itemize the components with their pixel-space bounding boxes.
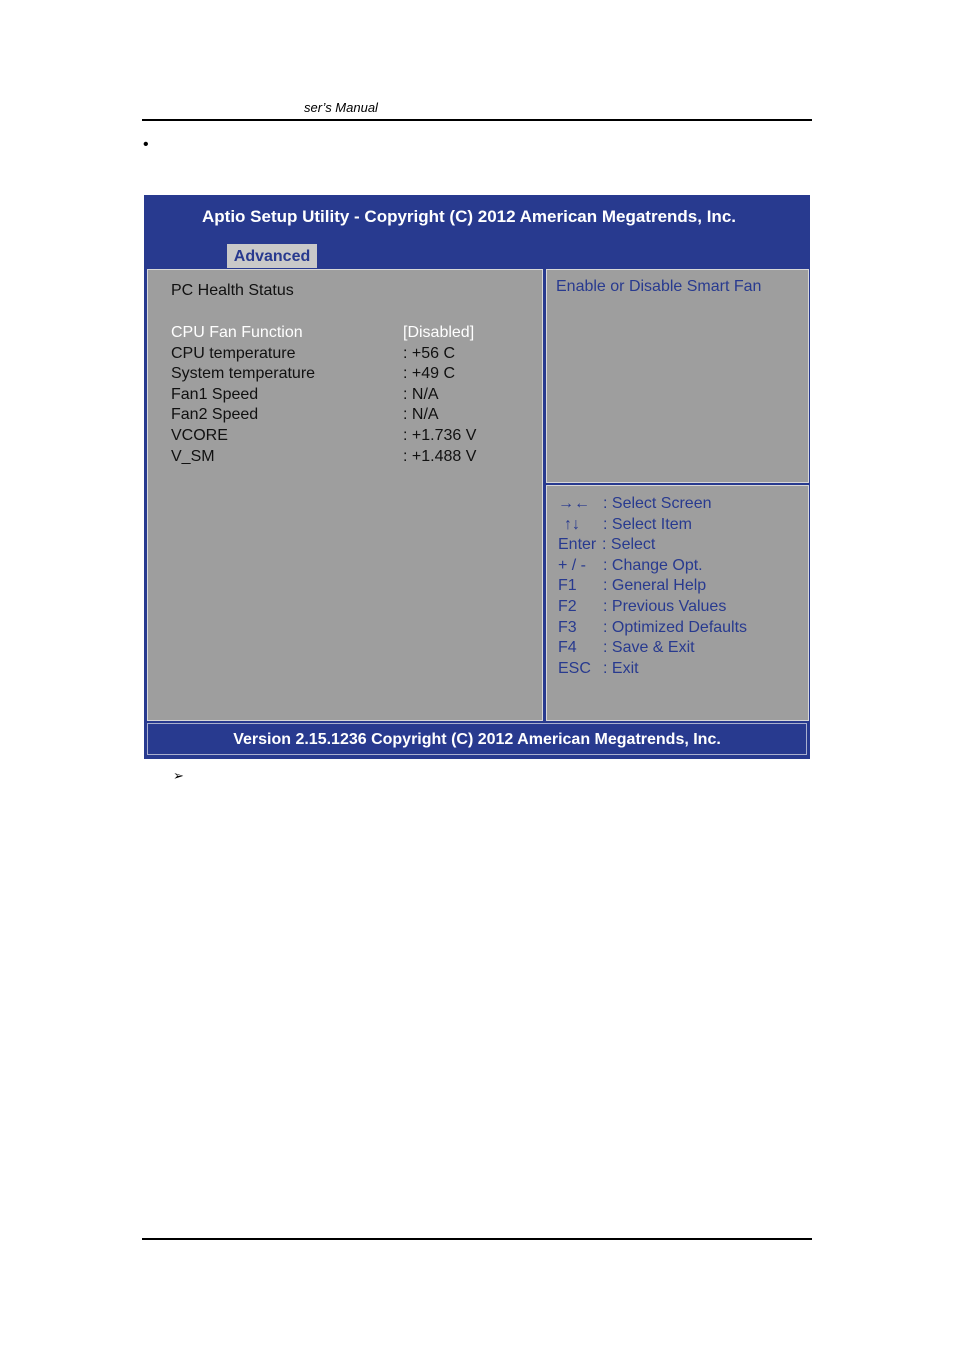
setting-value: : +49 C xyxy=(403,365,456,383)
setting-value: : N/A xyxy=(403,385,439,403)
key-description: : Save & Exit xyxy=(603,639,695,657)
header-rule xyxy=(142,119,812,121)
key-label: F3 xyxy=(558,618,577,636)
key-label: F2 xyxy=(558,597,577,615)
key-description: : Select xyxy=(602,536,656,554)
setting-row-system-temperature xyxy=(171,364,542,385)
setting-label: Fan1 Speed xyxy=(171,385,259,403)
setting-value: : +1.736 V xyxy=(403,426,477,444)
key-row xyxy=(558,515,808,536)
up-down-arrows-icon: ↑↓ xyxy=(564,515,580,533)
key-description: : Change Opt. xyxy=(603,556,703,574)
setting-label: CPU temperature xyxy=(171,344,296,362)
setting-value: : +56 C xyxy=(403,344,456,362)
running-header: ser’s Manual xyxy=(304,100,378,115)
bios-screenshot xyxy=(144,195,810,759)
arrow-bullet-marker: ➢ xyxy=(173,768,184,783)
setting-value: : N/A xyxy=(403,406,439,424)
bios-title: Aptio Setup Utility - Copyright (C) 2012 American Megatrends, Inc. xyxy=(202,207,736,226)
bullet-marker: • xyxy=(143,136,149,153)
key-row xyxy=(558,535,808,556)
bios-footer: Version 2.15.1236 Copyright (C) 2012 American Megatrends, Inc. xyxy=(147,723,807,755)
setting-value[interactable]: [Disabled] xyxy=(403,324,475,341)
setting-label: V_SM xyxy=(171,447,215,465)
key-row xyxy=(558,618,808,639)
setting-row-cpu-fan-function[interactable] xyxy=(171,323,542,344)
key-row xyxy=(558,638,808,659)
setting-label: Fan2 Speed xyxy=(171,406,259,424)
key-description: : Previous Values xyxy=(603,597,727,615)
settings-panel xyxy=(147,269,543,721)
key-label: F1 xyxy=(558,577,577,595)
setting-value: : +1.488 V xyxy=(403,447,477,465)
setting-row-fan1-speed xyxy=(171,385,542,406)
setting-row-v-sm xyxy=(171,447,542,468)
settings-list xyxy=(171,323,542,467)
setting-label: System temperature xyxy=(171,365,316,383)
setting-row-cpu-temperature xyxy=(171,344,542,365)
tab-advanced[interactable]: Advanced xyxy=(227,244,317,268)
key-description: : General Help xyxy=(603,577,707,595)
setting-row-fan2-speed xyxy=(171,405,542,426)
left-right-arrows-icon: →← xyxy=(558,495,590,512)
setting-label: VCORE xyxy=(171,426,228,444)
key-label: + / - xyxy=(558,556,587,574)
key-legend xyxy=(558,494,808,679)
key-label: ESC xyxy=(558,659,591,677)
section-title: PC Health Status xyxy=(171,282,294,299)
key-row xyxy=(558,556,808,577)
key-row xyxy=(558,597,808,618)
help-text: Enable or Disable Smart Fan xyxy=(556,278,762,295)
key-row xyxy=(558,659,808,680)
key-legend-panel xyxy=(546,485,809,721)
key-label: F4 xyxy=(558,639,577,657)
key-description: : Exit xyxy=(603,659,639,677)
key-row xyxy=(558,576,808,597)
key-description: : Optimized Defaults xyxy=(603,618,748,636)
setting-label: CPU Fan Function xyxy=(171,324,303,341)
setting-row-vcore xyxy=(171,426,542,447)
key-label: Enter xyxy=(558,536,597,554)
footer-rule xyxy=(142,1238,812,1240)
key-description: : Select Item xyxy=(603,515,692,533)
help-panel xyxy=(546,269,809,483)
key-row xyxy=(558,494,808,515)
key-description: : Select Screen xyxy=(603,495,712,512)
